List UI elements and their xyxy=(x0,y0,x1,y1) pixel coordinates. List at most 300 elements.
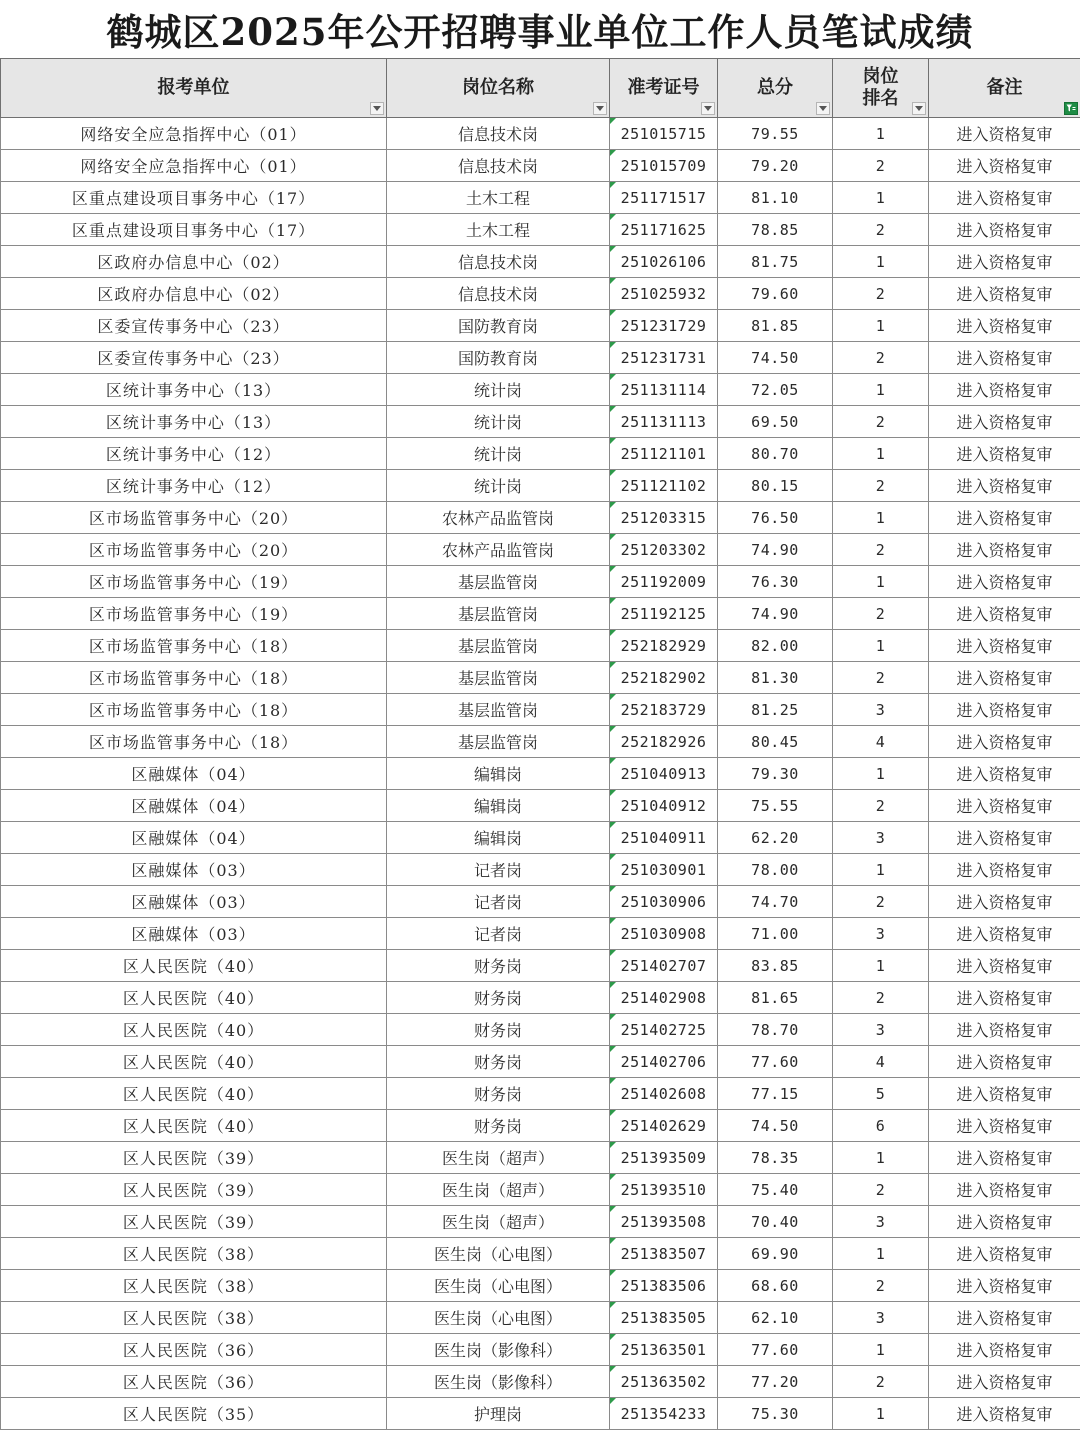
table-row xyxy=(1,886,1080,918)
cell-rank[interactable]: 2 xyxy=(833,214,929,246)
cell-position[interactable]: 编辑岗 xyxy=(387,790,610,822)
cell-position[interactable]: 医生岗（心电图） xyxy=(387,1302,610,1334)
cell-rank[interactable]: 2 xyxy=(833,406,929,438)
cell-score[interactable]: 62.10 xyxy=(718,1302,833,1334)
cell-position[interactable]: 财务岗 xyxy=(387,982,610,1014)
cell-rank[interactable]: 2 xyxy=(833,790,929,822)
cell-ticket[interactable]: 251131113 xyxy=(610,406,718,438)
cell-remark[interactable]: 进入资格复审 xyxy=(929,1046,1080,1078)
cell-position[interactable]: 医生岗（影像科） xyxy=(387,1334,610,1366)
cell-unit[interactable]: 区统计事务中心（12） xyxy=(1,470,387,502)
cell-ticket[interactable]: 251203315 xyxy=(610,502,718,534)
cell-rank[interactable]: 1 xyxy=(833,1238,929,1270)
cell-ticket[interactable]: 251121101 xyxy=(610,438,718,470)
cell-remark[interactable]: 进入资格复审 xyxy=(929,534,1080,566)
cell-unit[interactable]: 区人民医院（36） xyxy=(1,1366,387,1398)
cell-ticket[interactable]: 251402707 xyxy=(610,950,718,982)
cell-remark[interactable]: 进入资格复审 xyxy=(929,1142,1080,1174)
column-header-ticket[interactable] xyxy=(610,59,718,118)
cell-remark[interactable]: 进入资格复审 xyxy=(929,1398,1080,1430)
table-row xyxy=(1,1206,1080,1238)
cell-rank[interactable]: 2 xyxy=(833,470,929,502)
cell-position[interactable]: 统计岗 xyxy=(387,438,610,470)
cell-rank[interactable]: 3 xyxy=(833,694,929,726)
cell-position[interactable]: 土木工程 xyxy=(387,214,610,246)
cell-position[interactable]: 国防教育岗 xyxy=(387,342,610,374)
cell-unit[interactable]: 区政府办信息中心（02） xyxy=(1,246,387,278)
table-row xyxy=(1,1366,1080,1398)
cell-score[interactable]: 77.15 xyxy=(718,1078,833,1110)
table-row xyxy=(1,1046,1080,1078)
cell-remark[interactable]: 进入资格复审 xyxy=(929,406,1080,438)
cell-score[interactable]: 74.70 xyxy=(718,886,833,918)
cell-score[interactable]: 81.30 xyxy=(718,662,833,694)
cell-ticket[interactable]: 251383505 xyxy=(610,1302,718,1334)
cell-ticket[interactable]: 251171517 xyxy=(610,182,718,214)
cell-unit[interactable]: 区融媒体（03） xyxy=(1,854,387,886)
cell-score[interactable]: 78.85 xyxy=(718,214,833,246)
table-row xyxy=(1,918,1080,950)
cell-unit[interactable]: 区融媒体（03） xyxy=(1,918,387,950)
cell-remark[interactable]: 进入资格复审 xyxy=(929,822,1080,854)
cell-score[interactable]: 77.60 xyxy=(718,1046,833,1078)
cell-score[interactable]: 75.40 xyxy=(718,1174,833,1206)
cell-rank[interactable]: 2 xyxy=(833,886,929,918)
cell-score[interactable]: 78.70 xyxy=(718,1014,833,1046)
cell-rank[interactable]: 3 xyxy=(833,918,929,950)
cell-ticket[interactable]: 251231729 xyxy=(610,310,718,342)
cell-remark[interactable]: 进入资格复审 xyxy=(929,950,1080,982)
cell-position[interactable]: 基层监管岗 xyxy=(387,662,610,694)
cell-remark[interactable]: 进入资格复审 xyxy=(929,502,1080,534)
cell-score[interactable]: 69.50 xyxy=(718,406,833,438)
table-row xyxy=(1,758,1080,790)
cell-position[interactable]: 农林产品监管岗 xyxy=(387,534,610,566)
cell-score[interactable]: 79.60 xyxy=(718,278,833,310)
cell-remark[interactable]: 进入资格复审 xyxy=(929,630,1080,662)
table-row xyxy=(1,150,1080,182)
cell-unit[interactable]: 区市场监管事务中心（19） xyxy=(1,598,387,630)
cell-score[interactable]: 74.50 xyxy=(718,1110,833,1142)
cell-unit[interactable]: 区市场监管事务中心（20） xyxy=(1,534,387,566)
dropdown-arrow-icon[interactable] xyxy=(370,102,384,115)
header-row xyxy=(1,59,1080,118)
cell-rank[interactable]: 5 xyxy=(833,1078,929,1110)
cell-position[interactable]: 土木工程 xyxy=(387,182,610,214)
cell-position[interactable]: 医生岗（心电图） xyxy=(387,1238,610,1270)
cell-ticket[interactable]: 251040911 xyxy=(610,822,718,854)
cell-unit[interactable]: 网络安全应急指挥中心（01） xyxy=(1,118,387,150)
cell-position[interactable]: 信息技术岗 xyxy=(387,118,610,150)
cell-position[interactable]: 信息技术岗 xyxy=(387,150,610,182)
table-row xyxy=(1,1014,1080,1046)
cell-score[interactable]: 77.60 xyxy=(718,1334,833,1366)
column-header-remark[interactable] xyxy=(929,59,1080,118)
cell-remark[interactable]: 进入资格复审 xyxy=(929,886,1080,918)
cell-unit[interactable]: 区人民医院（36） xyxy=(1,1334,387,1366)
cell-unit[interactable]: 区人民医院（35） xyxy=(1,1398,387,1430)
cell-rank[interactable]: 1 xyxy=(833,1142,929,1174)
cell-unit[interactable]: 区人民医院（38） xyxy=(1,1302,387,1334)
table-row xyxy=(1,182,1080,214)
cell-rank[interactable]: 1 xyxy=(833,758,929,790)
cell-ticket[interactable]: 251402629 xyxy=(610,1110,718,1142)
column-header-label: 总分 xyxy=(757,77,793,98)
cell-ticket[interactable]: 251025932 xyxy=(610,278,718,310)
cell-unit[interactable]: 区统计事务中心（12） xyxy=(1,438,387,470)
cell-unit[interactable]: 区人民医院（40） xyxy=(1,1014,387,1046)
cell-score[interactable]: 78.00 xyxy=(718,854,833,886)
table-row xyxy=(1,1302,1080,1334)
cell-unit[interactable]: 区人民医院（40） xyxy=(1,1110,387,1142)
cell-score[interactable]: 81.85 xyxy=(718,310,833,342)
cell-remark[interactable]: 进入资格复审 xyxy=(929,470,1080,502)
cell-score[interactable]: 68.60 xyxy=(718,1270,833,1302)
cell-ticket[interactable]: 251040913 xyxy=(610,758,718,790)
cell-score[interactable]: 81.10 xyxy=(718,182,833,214)
cell-unit[interactable]: 区融媒体（03） xyxy=(1,886,387,918)
cell-score[interactable]: 70.40 xyxy=(718,1206,833,1238)
cell-remark[interactable]: 进入资格复审 xyxy=(929,1014,1080,1046)
cell-unit[interactable]: 区人民医院（39） xyxy=(1,1174,387,1206)
cell-position[interactable]: 财务岗 xyxy=(387,1078,610,1110)
cell-unit[interactable]: 区统计事务中心（13） xyxy=(1,406,387,438)
table-row xyxy=(1,1398,1080,1430)
cell-rank[interactable]: 1 xyxy=(833,310,929,342)
cell-score[interactable]: 80.70 xyxy=(718,438,833,470)
column-header-unit[interactable] xyxy=(1,59,387,118)
dropdown-arrow-icon[interactable] xyxy=(816,102,830,115)
cell-score[interactable]: 80.15 xyxy=(718,470,833,502)
cell-position[interactable]: 记者岗 xyxy=(387,854,610,886)
cell-ticket[interactable]: 251354233 xyxy=(610,1398,718,1430)
table-row xyxy=(1,1110,1080,1142)
cell-score[interactable]: 74.50 xyxy=(718,342,833,374)
column-header-label: 岗位名称 xyxy=(462,77,534,98)
cell-rank[interactable]: 1 xyxy=(833,1398,929,1430)
cell-ticket[interactable]: 251231731 xyxy=(610,342,718,374)
cell-unit[interactable]: 区人民医院（38） xyxy=(1,1238,387,1270)
cell-position[interactable]: 财务岗 xyxy=(387,1014,610,1046)
cell-score[interactable]: 77.20 xyxy=(718,1366,833,1398)
cell-score[interactable]: 79.20 xyxy=(718,150,833,182)
cell-ticket[interactable]: 251030908 xyxy=(610,918,718,950)
cell-rank[interactable]: 3 xyxy=(833,1206,929,1238)
cell-score[interactable]: 79.55 xyxy=(718,118,833,150)
cell-ticket[interactable]: 251393508 xyxy=(610,1206,718,1238)
table-row xyxy=(1,982,1080,1014)
cell-ticket[interactable]: 251383506 xyxy=(610,1270,718,1302)
cell-rank[interactable]: 2 xyxy=(833,342,929,374)
table-row xyxy=(1,278,1080,310)
cell-ticket[interactable]: 251363501 xyxy=(610,1334,718,1366)
cell-remark[interactable]: 进入资格复审 xyxy=(929,278,1080,310)
cell-remark[interactable]: 进入资格复审 xyxy=(929,1270,1080,1302)
table-row xyxy=(1,118,1080,150)
cell-position[interactable]: 统计岗 xyxy=(387,470,610,502)
dropdown-arrow-icon[interactable] xyxy=(701,102,715,115)
cell-remark[interactable]: 进入资格复审 xyxy=(929,854,1080,886)
cell-ticket[interactable]: 251393510 xyxy=(610,1174,718,1206)
cell-ticket[interactable]: 251402908 xyxy=(610,982,718,1014)
cell-remark[interactable]: 进入资格复审 xyxy=(929,1366,1080,1398)
cell-remark[interactable]: 进入资格复审 xyxy=(929,150,1080,182)
cell-rank[interactable]: 6 xyxy=(833,1110,929,1142)
cell-remark[interactable]: 进入资格复审 xyxy=(929,726,1080,758)
cell-unit[interactable]: 区人民医院（39） xyxy=(1,1206,387,1238)
cell-unit[interactable]: 区重点建设项目事务中心（17） xyxy=(1,182,387,214)
table-row xyxy=(1,1174,1080,1206)
table-row xyxy=(1,310,1080,342)
cell-position[interactable]: 信息技术岗 xyxy=(387,246,610,278)
cell-unit[interactable]: 区融媒体（04） xyxy=(1,758,387,790)
cell-unit[interactable]: 区市场监管事务中心（20） xyxy=(1,502,387,534)
cell-remark[interactable]: 进入资格复审 xyxy=(929,1334,1080,1366)
cell-position[interactable]: 护理岗 xyxy=(387,1398,610,1430)
cell-position[interactable]: 医生岗（超声） xyxy=(387,1142,610,1174)
cell-unit[interactable]: 区人民医院（39） xyxy=(1,1142,387,1174)
cell-remark[interactable]: 进入资格复审 xyxy=(929,598,1080,630)
cell-score[interactable]: 69.90 xyxy=(718,1238,833,1270)
cell-remark[interactable]: 进入资格复审 xyxy=(929,758,1080,790)
dropdown-arrow-icon[interactable] xyxy=(912,102,926,115)
cell-rank[interactable]: 2 xyxy=(833,534,929,566)
column-header-label: 报考单位 xyxy=(157,77,230,98)
cell-remark[interactable]: 进入资格复审 xyxy=(929,1238,1080,1270)
cell-unit[interactable]: 区统计事务中心（13） xyxy=(1,374,387,406)
cell-rank[interactable]: 3 xyxy=(833,822,929,854)
cell-ticket[interactable]: 251192009 xyxy=(610,566,718,598)
table-row xyxy=(1,950,1080,982)
cell-unit[interactable]: 区市场监管事务中心（18） xyxy=(1,694,387,726)
cell-score[interactable]: 82.00 xyxy=(718,630,833,662)
cell-position[interactable]: 编辑岗 xyxy=(387,758,610,790)
table-row xyxy=(1,630,1080,662)
cell-ticket[interactable]: 252183729 xyxy=(610,694,718,726)
cell-position[interactable]: 基层监管岗 xyxy=(387,566,610,598)
column-header-rank[interactable] xyxy=(833,59,929,118)
cell-remark[interactable]: 进入资格复审 xyxy=(929,694,1080,726)
cell-rank[interactable]: 3 xyxy=(833,1014,929,1046)
cell-position[interactable]: 医生岗（心电图） xyxy=(387,1270,610,1302)
cell-rank[interactable]: 2 xyxy=(833,662,929,694)
cell-position[interactable]: 信息技术岗 xyxy=(387,278,610,310)
cell-rank[interactable]: 1 xyxy=(833,854,929,886)
table-row xyxy=(1,1078,1080,1110)
cell-ticket[interactable]: 251171625 xyxy=(610,214,718,246)
column-header-label: 备注 xyxy=(986,77,1023,98)
cell-remark[interactable]: 进入资格复审 xyxy=(929,1206,1080,1238)
column-header-score[interactable] xyxy=(718,59,833,118)
cell-rank[interactable]: 1 xyxy=(833,374,929,406)
cell-remark[interactable]: 进入资格复审 xyxy=(929,662,1080,694)
cell-rank[interactable]: 4 xyxy=(833,1046,929,1078)
cell-remark[interactable]: 进入资格复审 xyxy=(929,374,1080,406)
table-row xyxy=(1,726,1080,758)
table-row xyxy=(1,1270,1080,1302)
cell-ticket[interactable]: 251040912 xyxy=(610,790,718,822)
cell-remark[interactable]: 进入资格复审 xyxy=(929,1110,1080,1142)
cell-unit[interactable]: 区委宣传事务中心（23） xyxy=(1,310,387,342)
cell-position[interactable]: 医生岗（超声） xyxy=(387,1206,610,1238)
cell-remark[interactable]: 进入资格复审 xyxy=(929,1174,1080,1206)
cell-ticket[interactable]: 251015715 xyxy=(610,118,718,150)
cell-score[interactable]: 80.45 xyxy=(718,726,833,758)
cell-ticket[interactable]: 251203302 xyxy=(610,534,718,566)
cell-score[interactable]: 72.05 xyxy=(718,374,833,406)
cell-ticket[interactable]: 251030906 xyxy=(610,886,718,918)
cell-unit[interactable]: 区人民医院（40） xyxy=(1,982,387,1014)
cell-ticket[interactable]: 251383507 xyxy=(610,1238,718,1270)
cell-position[interactable]: 基层监管岗 xyxy=(387,726,610,758)
cell-position[interactable]: 农林产品监管岗 xyxy=(387,502,610,534)
cell-score[interactable]: 78.35 xyxy=(718,1142,833,1174)
cell-position[interactable]: 医生岗（影像科） xyxy=(387,1366,610,1398)
cell-rank[interactable]: 2 xyxy=(833,278,929,310)
dropdown-arrow-icon[interactable] xyxy=(593,102,607,115)
cell-unit[interactable]: 区人民医院（40） xyxy=(1,950,387,982)
cell-score[interactable]: 74.90 xyxy=(718,534,833,566)
cell-rank[interactable]: 1 xyxy=(833,630,929,662)
cell-position[interactable]: 记者岗 xyxy=(387,918,610,950)
cell-unit[interactable]: 区人民医院（40） xyxy=(1,1078,387,1110)
cell-score[interactable]: 71.00 xyxy=(718,918,833,950)
cell-remark[interactable]: 进入资格复审 xyxy=(929,790,1080,822)
cell-position[interactable]: 基层监管岗 xyxy=(387,598,610,630)
cell-remark[interactable]: 进入资格复审 xyxy=(929,1302,1080,1334)
cell-rank[interactable]: 2 xyxy=(833,1174,929,1206)
funnel-icon[interactable] xyxy=(1064,102,1078,115)
cell-remark[interactable]: 进入资格复审 xyxy=(929,982,1080,1014)
cell-ticket[interactable]: 251393509 xyxy=(610,1142,718,1174)
cell-rank[interactable]: 2 xyxy=(833,598,929,630)
cell-score[interactable]: 74.90 xyxy=(718,598,833,630)
cell-unit[interactable]: 区重点建设项目事务中心（17） xyxy=(1,214,387,246)
cell-remark[interactable]: 进入资格复审 xyxy=(929,214,1080,246)
cell-unit[interactable]: 区人民医院（38） xyxy=(1,1270,387,1302)
table-row xyxy=(1,790,1080,822)
cell-rank[interactable]: 1 xyxy=(833,502,929,534)
table-row xyxy=(1,566,1080,598)
table-row xyxy=(1,1142,1080,1174)
cell-ticket[interactable]: 251121102 xyxy=(610,470,718,502)
cell-ticket[interactable]: 252182926 xyxy=(610,726,718,758)
column-header-position[interactable] xyxy=(387,59,610,118)
cell-position[interactable]: 财务岗 xyxy=(387,1110,610,1142)
cell-position[interactable]: 编辑岗 xyxy=(387,822,610,854)
cell-position[interactable]: 基层监管岗 xyxy=(387,630,610,662)
cell-remark[interactable]: 进入资格复审 xyxy=(929,182,1080,214)
cell-rank[interactable]: 1 xyxy=(833,1334,929,1366)
cell-ticket[interactable]: 251131114 xyxy=(610,374,718,406)
cell-score[interactable]: 81.75 xyxy=(718,246,833,278)
table-row xyxy=(1,374,1080,406)
table-row xyxy=(1,822,1080,854)
cell-ticket[interactable]: 251030901 xyxy=(610,854,718,886)
cell-ticket[interactable]: 251402725 xyxy=(610,1014,718,1046)
cell-position[interactable]: 医生岗（超声） xyxy=(387,1174,610,1206)
cell-remark[interactable]: 进入资格复审 xyxy=(929,246,1080,278)
page-title: 鹤城区2025年公开招聘事业单位工作人员笔试成绩 xyxy=(106,10,974,54)
cell-remark[interactable]: 进入资格复审 xyxy=(929,310,1080,342)
table-row xyxy=(1,694,1080,726)
cell-rank[interactable]: 3 xyxy=(833,1302,929,1334)
cell-rank[interactable]: 2 xyxy=(833,1366,929,1398)
cell-rank[interactable]: 2 xyxy=(833,982,929,1014)
cell-ticket[interactable]: 251402706 xyxy=(610,1046,718,1078)
cell-ticket[interactable]: 251015709 xyxy=(610,150,718,182)
table-row xyxy=(1,214,1080,246)
cell-unit[interactable]: 区市场监管事务中心（19） xyxy=(1,566,387,598)
cell-ticket[interactable]: 252182902 xyxy=(610,662,718,694)
cell-unit[interactable]: 区政府办信息中心（02） xyxy=(1,278,387,310)
cell-unit[interactable]: 区融媒体（04） xyxy=(1,822,387,854)
cell-position[interactable]: 国防教育岗 xyxy=(387,310,610,342)
cell-position[interactable]: 记者岗 xyxy=(387,886,610,918)
cell-score[interactable]: 83.85 xyxy=(718,950,833,982)
cell-remark[interactable]: 进入资格复审 xyxy=(929,1078,1080,1110)
cell-position[interactable]: 财务岗 xyxy=(387,950,610,982)
table-row xyxy=(1,598,1080,630)
cell-score[interactable]: 81.65 xyxy=(718,982,833,1014)
cell-rank[interactable]: 4 xyxy=(833,726,929,758)
cell-score[interactable]: 75.55 xyxy=(718,790,833,822)
cell-rank[interactable]: 1 xyxy=(833,118,929,150)
cell-unit[interactable]: 区人民医院（40） xyxy=(1,1046,387,1078)
cell-score[interactable]: 76.50 xyxy=(718,502,833,534)
cell-position[interactable]: 统计岗 xyxy=(387,406,610,438)
table-row xyxy=(1,854,1080,886)
cell-remark[interactable]: 进入资格复审 xyxy=(929,566,1080,598)
cell-ticket[interactable]: 252182929 xyxy=(610,630,718,662)
cell-remark[interactable]: 进入资格复审 xyxy=(929,342,1080,374)
cell-rank[interactable]: 1 xyxy=(833,246,929,278)
cell-rank[interactable]: 1 xyxy=(833,950,929,982)
cell-unit[interactable]: 区市场监管事务中心（18） xyxy=(1,630,387,662)
cell-position[interactable]: 财务岗 xyxy=(387,1046,610,1078)
cell-rank[interactable]: 1 xyxy=(833,182,929,214)
cell-score[interactable]: 81.25 xyxy=(718,694,833,726)
cell-unit[interactable]: 区市场监管事务中心（18） xyxy=(1,726,387,758)
cell-rank[interactable]: 1 xyxy=(833,566,929,598)
cell-ticket[interactable]: 251363502 xyxy=(610,1366,718,1398)
table-body xyxy=(1,118,1080,1430)
cell-position[interactable]: 统计岗 xyxy=(387,374,610,406)
cell-unit[interactable]: 区融媒体（04） xyxy=(1,790,387,822)
cell-ticket[interactable]: 251026106 xyxy=(610,246,718,278)
cell-score[interactable]: 62.20 xyxy=(718,822,833,854)
cell-score[interactable]: 76.30 xyxy=(718,566,833,598)
cell-remark[interactable]: 进入资格复审 xyxy=(929,438,1080,470)
table-row xyxy=(1,1334,1080,1366)
cell-remark[interactable]: 进入资格复审 xyxy=(929,918,1080,950)
cell-score[interactable]: 79.30 xyxy=(718,758,833,790)
cell-ticket[interactable]: 251402608 xyxy=(610,1078,718,1110)
cell-rank[interactable]: 2 xyxy=(833,1270,929,1302)
table-row xyxy=(1,470,1080,502)
cell-position[interactable]: 基层监管岗 xyxy=(387,694,610,726)
cell-remark[interactable]: 进入资格复审 xyxy=(929,118,1080,150)
cell-unit[interactable]: 区市场监管事务中心（18） xyxy=(1,662,387,694)
cell-ticket[interactable]: 251192125 xyxy=(610,598,718,630)
cell-score[interactable]: 75.30 xyxy=(718,1398,833,1430)
column-header-label: 岗位 排名 xyxy=(862,66,899,109)
cell-unit[interactable]: 区委宣传事务中心（23） xyxy=(1,342,387,374)
cell-rank[interactable]: 1 xyxy=(833,438,929,470)
column-header-label: 准考证号 xyxy=(627,77,700,98)
cell-rank[interactable]: 2 xyxy=(833,150,929,182)
cell-unit[interactable]: 网络安全应急指挥中心（01） xyxy=(1,150,387,182)
